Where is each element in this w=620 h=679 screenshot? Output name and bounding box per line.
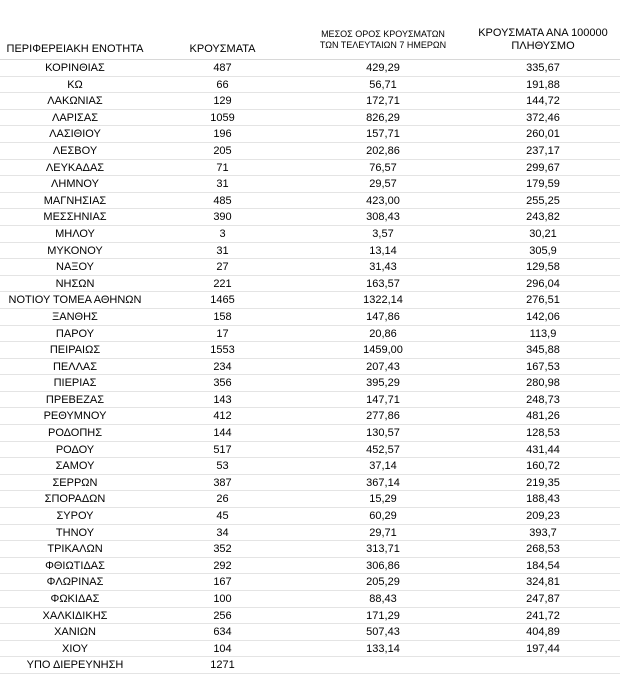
header-per-100k-line-1: ΚΡΟΥΣΜΑΤΑ ΑΝΑ 100000 <box>478 27 608 39</box>
table-row <box>0 541 620 558</box>
table-row <box>0 574 620 591</box>
cases-per-100k-cell: 372,46 <box>526 111 560 124</box>
table-row <box>0 624 620 641</box>
cases-per-100k-cell: 296,04 <box>526 277 560 290</box>
region-cell: ΥΠΟ ΔΙΕΡΕΥΝΗΣΗ <box>26 659 124 672</box>
seven-day-average-cell: 313,71 <box>366 543 400 556</box>
seven-day-average-cell: 20,86 <box>369 327 397 340</box>
cases-cell: 143 <box>213 393 232 406</box>
cases-per-100k-cell: 179,59 <box>526 178 560 191</box>
header-per-100k-line-2: ΠΛΗΘΥΣΜΟ <box>511 40 575 53</box>
table-row <box>0 475 620 492</box>
seven-day-average-cell: 429,29 <box>366 62 400 74</box>
table-row <box>0 126 620 143</box>
cases-per-100k-cell: 247,87 <box>526 593 560 605</box>
table-row <box>0 77 620 94</box>
table-row <box>0 326 620 343</box>
region-cell: ΜΕΣΣΗΝΙΑΣ <box>43 211 107 224</box>
cases-cell: 352 <box>213 543 232 556</box>
header-region-label: ΠΕΡΙΦΕΡΕΙΑΚΗ ΕΝΟΤΗΤΑ <box>6 43 144 55</box>
table-row <box>0 641 620 658</box>
cases-cell: 71 <box>216 161 229 174</box>
cases-per-100k-cell: 241,72 <box>526 609 560 622</box>
cases-per-100k-cell: 128,53 <box>526 427 560 440</box>
region-cell: ΦΘΙΩΤΙΔΑΣ <box>45 559 105 572</box>
cases-cell: 34 <box>216 526 229 539</box>
table-row <box>0 525 620 542</box>
seven-day-average-cell: 452,57 <box>366 443 400 456</box>
region-cell: ΝΗΣΩΝ <box>55 277 95 290</box>
cases-per-100k-cell: 209,23 <box>526 510 560 523</box>
table-body <box>0 60 620 674</box>
table-row <box>0 143 620 160</box>
seven-day-average-cell: 826,29 <box>366 111 400 124</box>
cases-cell: 517 <box>213 443 232 456</box>
cases-cell: 387 <box>213 476 232 489</box>
cases-per-100k-cell: 197,44 <box>526 642 560 655</box>
cases-cell: 487 <box>213 62 232 74</box>
cases-cell: 1465 <box>210 294 235 307</box>
cases-per-100k-cell: 305,9 <box>529 244 557 257</box>
cases-per-100k-cell: 243,82 <box>526 211 560 224</box>
cases-cell: 234 <box>213 360 232 373</box>
table-row <box>0 160 620 177</box>
seven-day-average-cell: 1322,14 <box>363 294 403 307</box>
seven-day-average-cell: 306,86 <box>366 559 400 572</box>
cases-per-100k-cell: 248,73 <box>526 393 560 406</box>
seven-day-average-cell: 13,14 <box>369 244 397 257</box>
table-row <box>0 608 620 625</box>
table-row <box>0 292 620 309</box>
cases-cell: 27 <box>216 261 229 274</box>
seven-day-average-cell: 29,71 <box>369 526 397 539</box>
header-average-line-1: ΜΕΣΟΣ ΟΡΟΣ ΚΡΟΥΣΜΑΤΩΝ <box>321 29 445 39</box>
cases-per-100k-cell: 280,98 <box>526 377 560 390</box>
seven-day-average-cell: 163,57 <box>366 277 400 290</box>
region-cell: ΠΑΡΟΥ <box>55 327 95 340</box>
cases-cell: 196 <box>213 128 232 141</box>
cases-cell: 356 <box>213 377 232 390</box>
region-cell: ΦΛΩΡΙΝΑΣ <box>46 576 104 589</box>
cases-per-100k-cell: 268,53 <box>526 543 560 556</box>
region-cell: ΡΟΔΟΠΗΣ <box>47 427 103 440</box>
region-cell: ΛΑΡΙΣΑΣ <box>51 111 98 124</box>
seven-day-average-cell: 88,43 <box>369 593 397 605</box>
cases-per-100k-cell: 324,81 <box>526 576 560 589</box>
cases-cell: 31 <box>216 244 229 257</box>
cases-per-100k-cell: 188,43 <box>526 493 560 506</box>
cases-cell: 3 <box>219 227 226 240</box>
region-cell: ΧΙΟΥ <box>62 642 88 655</box>
seven-day-average-cell: 277,86 <box>366 410 400 423</box>
table-row <box>0 110 620 127</box>
cases-cell: 26 <box>216 493 229 506</box>
seven-day-average-cell: 423,00 <box>366 194 400 207</box>
seven-day-average-cell: 37,14 <box>369 460 397 473</box>
seven-day-average-cell: 147,86 <box>366 310 400 323</box>
header-cases-per-100k <box>468 27 618 53</box>
cases-per-100k-cell: 299,67 <box>526 161 560 174</box>
table-row <box>0 442 620 459</box>
region-cell: ΠΡΕΒΕΖΑΣ <box>45 393 105 406</box>
header-cases <box>180 43 265 56</box>
cases-per-100k-cell: 219,35 <box>526 476 560 489</box>
region-cell: ΛΕΣΒΟΥ <box>52 144 98 157</box>
seven-day-average-cell: 60,29 <box>369 510 397 523</box>
table-row <box>0 375 620 392</box>
region-cell: ΜΑΓΝΗΣΙΑΣ <box>43 194 107 207</box>
cases-per-100k-cell: 191,88 <box>526 78 560 91</box>
region-cell: ΧΑΝΙΩΝ <box>54 626 96 639</box>
region-cell: ΞΑΝΘΗΣ <box>52 310 98 323</box>
table-row <box>0 458 620 475</box>
region-cell: ΤΡΙΚΑΛΩΝ <box>47 543 103 556</box>
cases-per-100k-cell: 30,21 <box>529 227 557 240</box>
region-cell: ΛΕΥΚΑΔΑΣ <box>45 161 105 174</box>
cases-cell: 292 <box>213 559 232 572</box>
seven-day-average-cell: 31,43 <box>369 261 397 274</box>
cases-per-100k-cell: 113,9 <box>529 327 557 340</box>
cases-cell: 1271 <box>210 659 235 672</box>
cases-per-100k-cell: 260,01 <box>526 128 560 141</box>
seven-day-average-cell: 56,71 <box>369 78 397 91</box>
seven-day-average-cell: 15,29 <box>369 493 397 506</box>
seven-day-average-cell: 147,71 <box>366 393 400 406</box>
region-cell: ΣΠΟΡΑΔΩΝ <box>44 493 106 506</box>
seven-day-average-cell: 3,57 <box>372 227 394 240</box>
seven-day-average-cell: 207,43 <box>366 360 400 373</box>
region-cell: ΣΥΡΟΥ <box>56 510 94 523</box>
seven-day-average-cell: 172,71 <box>366 95 400 108</box>
cases-cell: 144 <box>213 427 232 440</box>
cases-cell: 390 <box>213 211 232 224</box>
cases-per-100k-cell: 237,17 <box>526 144 560 157</box>
region-cell: ΛΑΚΩΝΙΑΣ <box>47 95 103 108</box>
table-row <box>0 657 620 674</box>
seven-day-average-cell: 1459,00 <box>363 344 403 357</box>
table-row <box>0 359 620 376</box>
region-cell: ΚΟΡΙΝΘΙΑΣ <box>45 62 105 74</box>
seven-day-average-cell: 202,86 <box>366 144 400 157</box>
seven-day-average-cell: 205,29 <box>366 576 400 589</box>
table-row <box>0 392 620 409</box>
table-row <box>0 276 620 293</box>
table-row <box>0 193 620 210</box>
table-row <box>0 259 620 276</box>
cases-per-100k-cell: 393,7 <box>529 526 557 539</box>
table-row <box>0 243 620 260</box>
seven-day-average-cell: 507,43 <box>366 626 400 639</box>
cases-per-100k-cell: 184,54 <box>526 559 560 572</box>
seven-day-average-cell: 29,57 <box>369 178 397 191</box>
table-row <box>0 558 620 575</box>
cases-per-100k-cell: 142,06 <box>526 310 560 323</box>
cases-per-100k-cell: 335,67 <box>526 62 560 74</box>
table-row <box>0 309 620 326</box>
cases-cell: 66 <box>216 78 229 91</box>
table-row <box>0 591 620 608</box>
cases-per-100k-cell: 276,51 <box>526 294 560 307</box>
header-average-line-2: ΤΩΝ ΤΕΛΕΥΤΑΙΩΝ 7 ΗΜΕΡΩΝ <box>319 40 447 51</box>
cases-cell: 1059 <box>210 111 235 124</box>
table-row <box>0 425 620 442</box>
header-seven-day-average <box>298 29 468 52</box>
seven-day-average-cell: 395,29 <box>366 377 400 390</box>
header-region <box>0 43 150 56</box>
table-row <box>0 176 620 193</box>
region-cell: ΡΟΔΟΥ <box>55 443 95 456</box>
region-cell: ΜΥΚΟΝΟΥ <box>47 244 103 257</box>
cases-cell: 104 <box>213 642 232 655</box>
region-cell: ΤΗΝΟΥ <box>55 526 95 539</box>
table-row <box>0 508 620 525</box>
region-cell: ΧΑΛΚΙΔΙΚΗΣ <box>42 609 108 622</box>
region-cell: ΠΕΛΛΑΣ <box>52 360 98 373</box>
table-row <box>0 226 620 243</box>
region-cell: ΜΗΛΟΥ <box>55 227 95 240</box>
region-cell: ΛΑΣΙΘΙΟΥ <box>49 128 101 141</box>
region-cell: ΠΕΙΡΑΙΩΣ <box>49 344 101 357</box>
cases-per-100k-cell: 404,89 <box>526 626 560 639</box>
seven-day-average-cell: 171,29 <box>366 609 400 622</box>
seven-day-average-cell: 157,71 <box>366 128 400 141</box>
cases-per-100k-cell: 431,44 <box>526 443 560 456</box>
region-cell: ΚΩ <box>67 78 83 91</box>
seven-day-average-cell: 130,57 <box>366 427 400 440</box>
table-row <box>0 93 620 110</box>
seven-day-average-cell: 133,14 <box>366 642 400 655</box>
cases-cell: 53 <box>216 460 229 473</box>
cases-cell: 221 <box>213 277 232 290</box>
cases-cell: 17 <box>216 327 229 340</box>
cases-per-100k-cell: 255,25 <box>526 194 560 207</box>
region-cell: ΝΑΞΟΥ <box>56 261 94 274</box>
region-cell: ΛΗΜΝΟΥ <box>51 178 99 191</box>
cases-per-100k-cell: 129,58 <box>526 261 560 274</box>
cases-cell: 485 <box>213 194 232 207</box>
cases-per-100k-cell: 144,72 <box>526 95 560 108</box>
header-cases-label: ΚΡΟΥΣΜΑΤΑ <box>189 43 256 55</box>
region-cell: ΡΕΘΥΜΝΟΥ <box>43 410 107 423</box>
table-row <box>0 408 620 425</box>
region-cell: ΠΙΕΡΙΑΣ <box>53 377 97 390</box>
cases-cell: 256 <box>213 609 232 622</box>
cases-cell: 205 <box>213 144 232 157</box>
region-cell: ΣΕΡΡΩΝ <box>52 476 98 489</box>
cases-cell: 129 <box>213 95 232 108</box>
table-row <box>0 209 620 226</box>
table-row <box>0 60 620 77</box>
table-row <box>0 491 620 508</box>
cases-cell: 1553 <box>210 344 235 357</box>
cases-per-100k-cell: 160,72 <box>526 460 560 473</box>
seven-day-average-cell: 308,43 <box>366 211 400 224</box>
cases-cell: 31 <box>216 178 229 191</box>
cases-per-100k-cell: 345,88 <box>526 344 560 357</box>
cases-cell: 167 <box>213 576 232 589</box>
cases-cell: 45 <box>216 510 229 523</box>
region-cell: ΣΑΜΟΥ <box>55 460 95 473</box>
cases-cell: 158 <box>213 310 232 323</box>
cases-per-100k-cell: 481,26 <box>526 410 560 423</box>
region-cell: ΦΩΚΙΔΑΣ <box>50 593 100 605</box>
cases-cell: 634 <box>213 626 232 639</box>
seven-day-average-cell: 76,57 <box>369 161 397 174</box>
cases-per-100k-cell: 167,53 <box>526 360 560 373</box>
region-cell: ΝΟΤΙΟΥ ΤΟΜΕΑ ΑΘΗΝΩΝ <box>8 294 142 307</box>
cases-cell: 100 <box>213 593 232 605</box>
cases-cell: 412 <box>213 410 232 423</box>
table-row <box>0 342 620 359</box>
seven-day-average-cell: 367,14 <box>366 476 400 489</box>
